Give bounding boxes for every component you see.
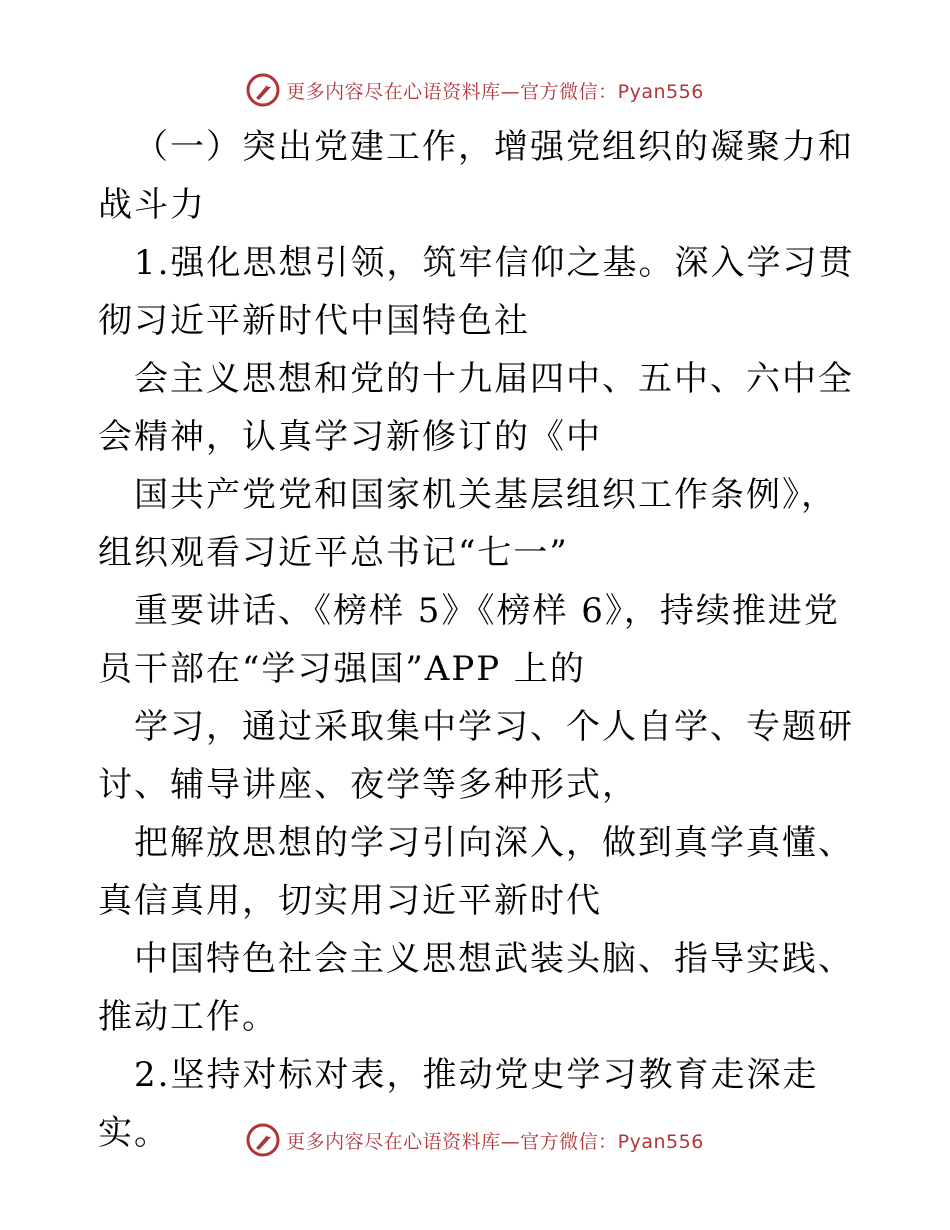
paragraph: 学习，通过采取集中学习、个人自学、专题研讨、辅导讲座、夜学等多种形式， [98,707,854,805]
paragraph: 1.强化思想引领，筑牢信仰之基。深入学习贯彻习近平新时代中国特色社 [98,243,855,341]
footer-watermark [0,1120,950,1160]
watermark-text: 更多内容尽在心语资料库—官方微信：Pyan556 [286,80,704,103]
subsection-heading: 2.坚持对标对表，推动党史学习教育走深走实。 [98,1055,819,1153]
pen-nib-logo-icon [246,1123,280,1157]
paragraph: 把解放思想的学习引向深入，做到真学真懂、真信真用，切实用习近平新时代 [98,823,854,921]
paragraph: 重要讲话、《榜样 5》《榜样 6》，持续推进党员干部在“学习强国”APP 上的 [98,591,840,689]
document-body [98,118,858,1162]
paragraph: 中国特色社会主义思想武装头脑、指导实践、推动工作。 [98,939,854,1037]
section-heading: （一）突出党建工作，增强党组织的凝聚力和战斗力 [98,127,854,225]
watermark-text: 更多内容尽在心语资料库—官方微信：Pyan556 [286,1130,704,1153]
paragraph: 国共产党党和国家机关基层组织工作条例》，组织观看习近平总书记“七一” [98,475,837,573]
pen-nib-logo-icon [246,73,280,107]
paragraph: 会主义思想和党的十九届四中、五中、六中全会精神，认真学习新修订的《中 [98,359,854,457]
header-watermark [0,70,950,110]
